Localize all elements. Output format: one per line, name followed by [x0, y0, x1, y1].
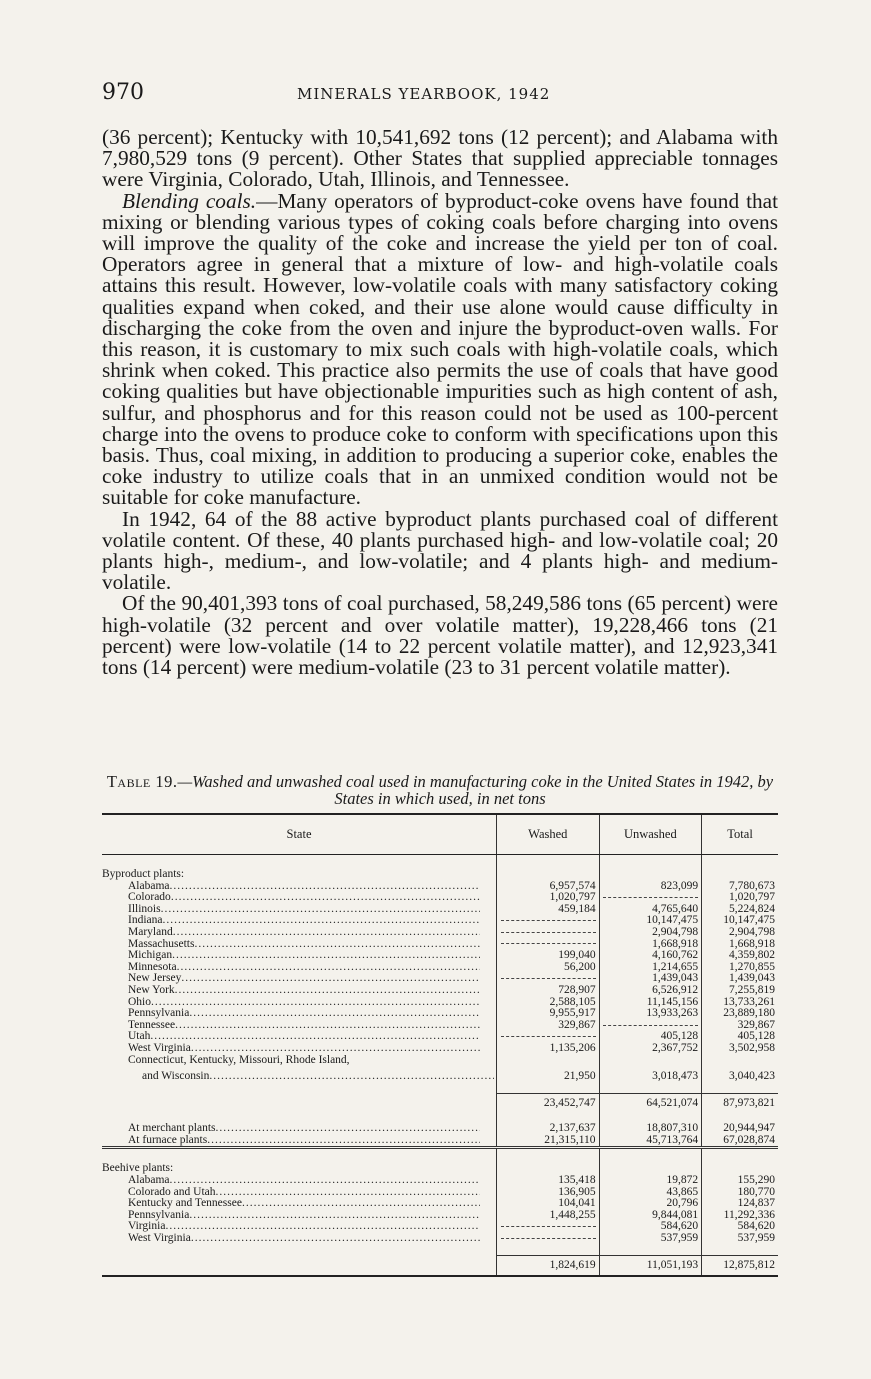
- unwashed-cell: 45,713,764: [599, 1135, 702, 1148]
- empty-dash: [501, 943, 596, 944]
- total-total: 12,875,812: [702, 1255, 778, 1276]
- unwashed-cell: 19,872: [599, 1175, 702, 1187]
- byproduct-total-row: [102, 1093, 778, 1113]
- leader-dots: [216, 1123, 480, 1135]
- header-unwashed: Unwashed: [599, 814, 702, 855]
- spacer-cell: [702, 1148, 778, 1160]
- total-cell: 4,359,802: [702, 950, 778, 962]
- row-label: [102, 1008, 497, 1020]
- washed-cell: 728,907: [497, 985, 600, 997]
- washed-cell: 1,448,255: [497, 1210, 600, 1222]
- row-label-wrap: [128, 950, 480, 962]
- row-label: [102, 985, 497, 997]
- leader-dots: [151, 997, 480, 1009]
- row-label: [102, 1210, 497, 1222]
- total-cell: 1,020,797: [702, 892, 778, 904]
- row-label-text: Colorado: [128, 892, 171, 904]
- washed-cell: 9,955,917: [497, 1008, 600, 1020]
- row-label: [102, 1020, 497, 1032]
- unwashed-cell: 4,765,640: [599, 904, 702, 916]
- total-cell: 124,837: [702, 1198, 778, 1210]
- spacer-cell: [102, 1148, 497, 1160]
- row-label-wrap: [128, 1187, 480, 1199]
- section-beehive: [102, 1159, 778, 1175]
- section-total-blank: [702, 1159, 778, 1175]
- table-title: [102, 773, 778, 807]
- row-label: [102, 1198, 497, 1210]
- row-label-text: New Jersey: [128, 973, 182, 985]
- unwashed-cell: 405,128: [599, 1031, 702, 1043]
- total-cell: 405,128: [702, 1031, 778, 1043]
- row-label-text: Alabama: [128, 1175, 170, 1187]
- leader-dots: [175, 1020, 480, 1032]
- unwashed-cell: 584,620: [599, 1221, 702, 1233]
- row-label: [102, 881, 497, 893]
- row-label-wrap: [128, 939, 480, 951]
- leader-dots: [177, 962, 480, 974]
- washed-cell: 104,041: [497, 1198, 600, 1210]
- total-cell: 584,620: [702, 1221, 778, 1233]
- total-cell: 1,439,043: [702, 973, 778, 985]
- total-cell: 180,770: [702, 1187, 778, 1199]
- total-unwashed: 64,521,074: [599, 1093, 702, 1113]
- total-cell: 1,668,918: [702, 939, 778, 951]
- row-label-wrap: [128, 1198, 480, 1210]
- unwashed-cell: 10,147,475: [599, 915, 702, 927]
- washed-cell: 135,418: [497, 1175, 600, 1187]
- table-row: [102, 1066, 778, 1083]
- spacer-cell: [599, 855, 702, 870]
- row-label-text: Massachusetts: [128, 938, 195, 950]
- row-label-text: New York: [128, 984, 175, 996]
- row-label-wrap: [128, 962, 480, 974]
- total-label-blank: [102, 1093, 497, 1113]
- leader-dots: [175, 985, 480, 997]
- washed-cell: [497, 1221, 600, 1233]
- total-cell: 155,290: [702, 1175, 778, 1187]
- unwashed-cell: 2,367,752: [599, 1043, 702, 1055]
- page-number: 970: [102, 80, 144, 105]
- table-body: [102, 855, 778, 1277]
- row-label-wrap: [128, 892, 480, 904]
- table-row: [102, 1233, 778, 1245]
- washed-cell: 2,588,105: [497, 997, 600, 1009]
- leader-dots: [189, 1210, 480, 1222]
- row-label-wrap: [128, 1135, 480, 1147]
- row-label: [102, 973, 497, 985]
- spacer-cell: [497, 855, 600, 870]
- total-cell: 3,040,423: [702, 1066, 778, 1083]
- total-washed: 23,452,747: [497, 1093, 600, 1113]
- total-label-blank: [102, 1255, 497, 1276]
- total-cell: 67,028,874: [702, 1135, 778, 1148]
- row-label-wrap: [128, 1175, 480, 1187]
- row-label: [102, 927, 497, 939]
- washed-cell: [497, 1233, 600, 1245]
- row-label-wrap: [128, 1221, 480, 1233]
- header-total: Total: [702, 814, 778, 855]
- empty-dash: [501, 1036, 596, 1037]
- row-label-wrap: [128, 1123, 480, 1135]
- spacer-cell: [702, 855, 778, 870]
- row-label: [102, 1221, 497, 1233]
- leader-dots: [161, 904, 480, 916]
- row-label-text: Tennessee: [128, 1019, 176, 1031]
- beehive-total-row: [102, 1255, 778, 1276]
- total-cell: 7,780,673: [702, 881, 778, 893]
- unwashed-cell: 13,933,263: [599, 1008, 702, 1020]
- row-label: [102, 1123, 497, 1135]
- row-label-text: At merchant plants: [128, 1123, 216, 1135]
- row-label: [102, 915, 497, 927]
- row-label: [102, 1187, 497, 1199]
- leader-dots: [194, 939, 480, 951]
- leader-dots: [191, 1233, 480, 1245]
- row-label-wrap: [142, 1071, 494, 1083]
- row-label: [102, 1135, 497, 1148]
- row-label: [102, 950, 497, 962]
- leader-dots: [207, 1135, 480, 1147]
- washed-cell: 459,184: [497, 904, 600, 916]
- spacer-cell: [599, 1148, 702, 1160]
- unwashed-cell: 2,904,798: [599, 927, 702, 939]
- empty-dash: [501, 932, 596, 933]
- row-label-wrap: [128, 1008, 480, 1020]
- spacer-cell: [102, 1083, 497, 1094]
- table-row: [102, 881, 778, 893]
- unwashed-cell: 1,668,918: [599, 939, 702, 951]
- row-label-text: Virginia: [128, 1221, 166, 1233]
- row-label-text: Pennsylvania: [128, 1209, 190, 1221]
- spacer-cell: [702, 1083, 778, 1094]
- section-label: Beehive plants:: [102, 1162, 174, 1175]
- row-label-text: Colorado and Utah: [128, 1186, 216, 1198]
- row-label-text: Indiana: [128, 915, 163, 927]
- section-unwashed-blank: [599, 1159, 702, 1175]
- total-cell: 23,889,180: [702, 1008, 778, 1020]
- total-unwashed: 11,051,193: [599, 1255, 702, 1276]
- row-label: [102, 892, 497, 904]
- row-label-wrap: [128, 997, 480, 1009]
- leader-dots: [150, 1031, 480, 1043]
- leader-dots: [171, 892, 480, 904]
- washed-cell: [497, 927, 600, 939]
- washed-cell: 21,950: [497, 1066, 600, 1083]
- row-label-text: Illinois: [128, 903, 161, 915]
- unwashed-cell: 823,099: [599, 881, 702, 893]
- row-label-wrap: [128, 1043, 480, 1055]
- unwashed-cell: 537,959: [599, 1233, 702, 1245]
- paragraph-2-lead: Blending coals.: [122, 188, 257, 213]
- empty-dash: [501, 1226, 596, 1227]
- empty-dash: [603, 897, 698, 898]
- header-washed: Washed: [497, 814, 600, 855]
- total-cell: 5,224,824: [702, 904, 778, 916]
- row-label-text: West Virginia: [128, 1233, 191, 1245]
- paragraph-2-text: —Many operators of byproduct-coke ovens have found that mixing or blending various types of coking coals before charging into ovens will improve the quality of the coke and increase the yield per ton of coal. Operators agree in general that a mixture of low- and high-volatile coals attains this result. However, low-volatile coals with many satisfactory coking qualities expand when coked, and their use alone would cause difficulty in discharging the coke from the oven and injure the byproduct-oven walls. For this reason, it is customary to mix such coals with high-volatile coals, which shrink when coked. This practice also permits the use of coals that have good coking qualities but have objectionable impurities such as high content of ash, sulfur, and phosphorus and for this reason could not be used as 100-percent charge into the ovens to produce coke to conform with specifications upon this basis. Thus, coal mixing, in addition to producing a superior coke, enables the coke industry to utilize coals that in an unmixed condition would not be suitable for coke manufacture.: [102, 188, 778, 510]
- row-label: Connecticut, Kentucky, Missouri, Rhode Island,: [128, 1053, 350, 1066]
- spacer-cell: [497, 1148, 600, 1160]
- blank-cell: [599, 1055, 702, 1067]
- spacer-cell: [102, 855, 497, 870]
- row-label-wrap: [128, 927, 480, 939]
- table-number: Table 19.: [106, 772, 178, 791]
- table-row: [102, 985, 778, 997]
- paragraph-4: Of the 90,401,393 tons of coal purchased, 58,249,586 tons (65 percent) were high-volatile (32 percent and over volatile matter), 19,228,466 tons (21 percent) were low-volatile (14 to 22 percent volatile matter), and 12,923,341 tons (14 percent) were medium-volatile (23 to 31 percent volatile matter).: [102, 591, 778, 680]
- coal-table: [102, 813, 778, 1277]
- leader-dots: [162, 915, 480, 927]
- row-label-text: Pennsylvania: [128, 1008, 190, 1020]
- table-row-other-line1: [102, 1055, 778, 1067]
- total-cell: 2,904,798: [702, 927, 778, 939]
- row-label-wrap: [128, 915, 480, 927]
- row-label-wrap: [128, 1210, 480, 1222]
- washed-cell: 21,315,110: [497, 1135, 600, 1148]
- row-label-text: Ohio: [128, 996, 151, 1008]
- leader-dots: [189, 1008, 480, 1020]
- spacer-cell: [599, 1245, 702, 1256]
- table-row: [102, 1175, 778, 1187]
- row-label-wrap: [128, 973, 480, 985]
- washed-cell: 6,957,574: [497, 881, 600, 893]
- washed-cell: 1,020,797: [497, 892, 600, 904]
- section-unwashed-blank: [599, 869, 702, 881]
- spacer-cell: [599, 1083, 702, 1094]
- blank-cell: [497, 1055, 600, 1067]
- spacer-cell: [102, 1245, 497, 1256]
- table-row: [102, 950, 778, 962]
- row-label-text: and Wisconsin: [142, 1071, 210, 1083]
- row-label-text: Maryland: [128, 926, 173, 938]
- row-label-text: At furnace plants: [128, 1134, 208, 1146]
- spacer-cell: [497, 1083, 600, 1094]
- total-cell: 13,733,261: [702, 997, 778, 1009]
- leader-dots: [209, 1071, 494, 1083]
- section-byproduct: [102, 869, 778, 881]
- table-row: [102, 1043, 778, 1055]
- row-label-text: Kentucky and Tennessee: [128, 1198, 242, 1210]
- row-label-wrap: [128, 1020, 480, 1032]
- total-cell: 10,147,475: [702, 915, 778, 927]
- paragraph-1: (36 percent); Kentucky with 10,541,692 tons (12 percent); and Alabama with 7,980,529 tons (9 percent). Other States that supplied appreciable tonnages were Virginia, Colorado, Utah, Illinois, and Tennessee.: [102, 125, 778, 192]
- table-caption: —Washed and unwashed coal used in manufacturing coke in the United States in 1942, by States in which used, in net tons: [177, 772, 774, 808]
- total-cell: 329,867: [702, 1020, 778, 1032]
- empty-dash: [501, 978, 596, 979]
- row-label: [102, 1175, 497, 1187]
- table-header-row: [102, 814, 778, 855]
- row-label-text: Utah: [128, 1031, 151, 1043]
- spacer-cell: [102, 1113, 497, 1123]
- washed-cell: 199,040: [497, 950, 600, 962]
- row-label: [102, 904, 497, 916]
- row-label-text: Alabama: [128, 880, 170, 892]
- leader-dots: [173, 927, 480, 939]
- washed-cell: 2,137,637: [497, 1123, 600, 1135]
- spacer-row: [102, 1083, 778, 1094]
- paragraph-3: In 1942, 64 of the 88 active byproduct plants purchased coal of different volatile content. Of these, 40 plants purchased high- and low-volatile coal; 20 plants high-, medium-, and low-volatile; and 4 plants high- and medium-volatile.: [102, 506, 778, 595]
- washed-cell: [497, 915, 600, 927]
- unwashed-cell: 9,844,081: [599, 1210, 702, 1222]
- washed-cell: 136,905: [497, 1187, 600, 1199]
- running-head: MINERALS YEARBOOK, 1942: [297, 85, 551, 103]
- section-label: Byproduct plants:: [102, 868, 185, 880]
- row-label: [102, 1066, 497, 1083]
- total-cell: 11,292,336: [702, 1210, 778, 1222]
- table-row: [102, 1135, 778, 1148]
- table-row: [102, 1008, 778, 1020]
- section-total-blank: [702, 869, 778, 881]
- total-cell: 20,944,947: [702, 1123, 778, 1135]
- page-header: [102, 80, 778, 110]
- leader-dots: [191, 1043, 480, 1055]
- row-label-wrap: [128, 1233, 480, 1245]
- row-label: [102, 1043, 497, 1055]
- total-total: 87,973,821: [702, 1093, 778, 1113]
- leader-dots: [170, 1175, 480, 1187]
- row-label: [102, 962, 497, 974]
- washed-cell: 1,135,206: [497, 1043, 600, 1055]
- blank-cell: [702, 1055, 778, 1067]
- empty-dash: [603, 1025, 698, 1026]
- empty-dash: [501, 920, 596, 921]
- table-row: [102, 927, 778, 939]
- row-label-wrap: [128, 1031, 480, 1043]
- leader-dots: [165, 1221, 480, 1233]
- row-label-wrap: [128, 985, 480, 997]
- unwashed-cell: 1,214,655: [599, 962, 702, 974]
- leader-dots: [170, 881, 480, 893]
- row-label-text: West Virginia: [128, 1042, 191, 1054]
- row-label-wrap: [128, 881, 480, 893]
- spacer-row: [102, 1245, 778, 1256]
- spacer-cell: [497, 1245, 600, 1256]
- total-cell: 537,959: [702, 1233, 778, 1245]
- paragraph-2: [102, 188, 778, 510]
- unwashed-cell: 6,526,912: [599, 985, 702, 997]
- section-washed-blank: [497, 869, 600, 881]
- unwashed-cell: 3,018,473: [599, 1066, 702, 1083]
- unwashed-cell: 1,439,043: [599, 973, 702, 985]
- spacer-row: [102, 1148, 778, 1160]
- row-label: [102, 1031, 497, 1043]
- unwashed-cell: 43,865: [599, 1187, 702, 1199]
- washed-cell: 329,867: [497, 1020, 600, 1032]
- row-label: [102, 997, 497, 1009]
- total-cell: 7,255,819: [702, 985, 778, 997]
- washed-cell: 56,200: [497, 962, 600, 974]
- leader-dots: [242, 1198, 480, 1210]
- unwashed-cell: 11,145,156: [599, 997, 702, 1009]
- leader-dots: [181, 973, 480, 985]
- section-washed-blank: [497, 1159, 600, 1175]
- header-state: State: [102, 814, 497, 855]
- body-text: [102, 127, 778, 678]
- row-label: [102, 1233, 497, 1245]
- row-label-text: Michigan: [128, 950, 173, 962]
- row-label: [102, 939, 497, 951]
- unwashed-cell: 18,807,310: [599, 1123, 702, 1135]
- spacer-cell: [702, 1245, 778, 1256]
- leader-dots: [172, 950, 480, 962]
- unwashed-cell: 4,160,762: [599, 950, 702, 962]
- total-cell: 3,502,958: [702, 1043, 778, 1055]
- unwashed-cell: 20,796: [599, 1198, 702, 1210]
- row-label-wrap: [128, 904, 480, 916]
- total-cell: 1,270,855: [702, 962, 778, 974]
- total-washed: 1,824,619: [497, 1255, 600, 1276]
- row-label-text: Minnesota: [128, 961, 177, 973]
- leader-dots: [216, 1187, 480, 1199]
- empty-dash: [501, 1238, 596, 1239]
- spacer-row: [102, 855, 778, 870]
